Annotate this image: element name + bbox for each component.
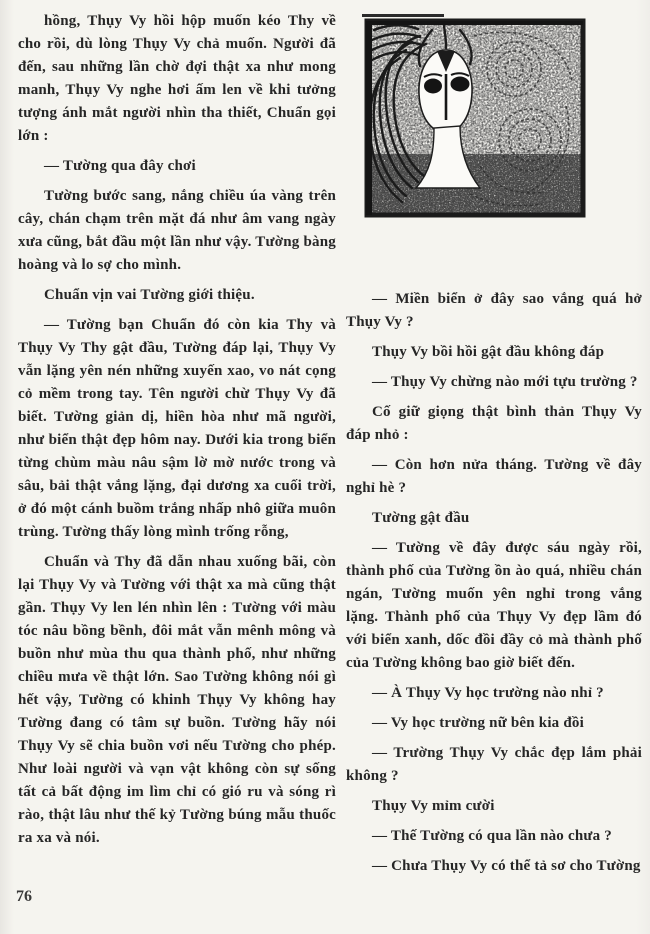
paragraph: Cố giữ giọng thật bình thản Thụy Vy đáp nhỏ : — [346, 404, 642, 443]
dialogue-paragraph: — Tường về đây được sáu ngày rồi, thành phố của Tường ồn ào quá, nhiều chán ngán, Tường muốn yên nghỉ trong vắng lặng. Thành phố của Thụy Vy đẹp lầm đó với biển xanh, dốc đồi đầy cỏ mà thành phố của Tường không bao giờ biết đến. — [346, 540, 642, 671]
left-eye — [424, 79, 442, 94]
paragraph: Tường gật đầu — [372, 510, 470, 526]
dialogue-line: — Vy học trường nữ bên kia đồi — [372, 715, 584, 731]
right-eye — [451, 77, 470, 92]
dialogue-line: — Chưa Thụy Vy có thể tả sơ cho Tường — [372, 858, 641, 874]
dialogue-paragraph: — Tường bạn Chuẩn đó còn kia Thy và Thụy Vy Thy gật đầu, Tường đáp lại, Thụy Vy vẫn lặng yên nén những xuyến xao, vo nát cọng cỏ mềm trong tay. Tên người chừ Thụy Vy đã biết. Tường giản dị, hiền hòa như mã người, như biển thật đẹp hôm nay. Dưới kia trong biển từng chùm màu nâu sậm lờ mờ nước trong và sâu, bải thật vắng lặng, đại dương xa cuối trời, ở đó một cánh buồm trắng nhấp nhô giữa muôn trùng. Tường thấy lòng mình trống rỗng, — [18, 317, 336, 540]
dialogue-line: — Thụy Vy chừng nào mới tựu trường ? — [372, 374, 638, 390]
scan-artifact-bar — [362, 14, 444, 17]
paragraph: Thụy Vy bồi hồi gật đầu không đáp — [372, 344, 605, 360]
paragraph: Tường bước sang, nắng chiều úa vàng trên cây, chán chạm trên mặt đá như âm vang ngày xưa cũng, bắt đầu một lần như vậy. Tường bàng hoàng và lo sợ cho mình. — [18, 188, 336, 273]
paragraph: hồng, Thụy Vy hồi hộp muốn kéo Thy về cho rồi, dù lòng Thụy Vy chả muốn. Người đã đến, sau những lần chờ đợi thật xa như mong manh, Thụy Vy nghe hơi ấm len về khi tưởng tượng ánh mắt người nhìn tha thiết, Chuẩn gọi lớn : — [18, 13, 336, 144]
dialogue-line: — Tường qua đây chơi — [44, 158, 196, 174]
paragraph: Chuẩn và Thy đã dẫn nhau xuống bãi, còn lại Thụy Vy và Tường với thật xa mà cũng thật gần. Thụy Vy len lén nhìn lên : Tường với màu tóc nâu bồng bềnh, đôi mắt vẫn mênh mông và buồn như mùa thu qua thành phố, như những chiều mưa về thật lớn. Sao Tường không nói gì hết vậy, Tường có khinh Thụy Vy không hay Tường đang có tâm sự buồn. Tường hãy nói Thụy Vy sẽ chia buồn vơi nếu Tường cho phép. Như loài người và vạn vật không còn sự sống tất cả bất động im lìm chỉ có gió ru và sóng rì rào, thật lâu như thế kỷ Tường búng mẫu thuốc ra xa và nói. — [18, 554, 336, 846]
paragraph: Thụy Vy mỉm cười — [372, 798, 495, 814]
dialogue-line: — Trường Thụy Vy chắc đẹp lắm phải không ? — [346, 745, 642, 784]
left-column — [18, 10, 336, 857]
right-column — [346, 288, 642, 885]
dialogue-line: — Miền biển ở đây sao vắng quá hở Thụy Vy ? — [346, 291, 642, 330]
dialogue-line: — À Thụy Vy học trường nào nhỉ ? — [372, 685, 604, 701]
woodcut-illustration — [362, 14, 588, 222]
paragraph: Chuẩn vịn vai Tường giới thiệu. — [44, 287, 255, 303]
dialogue-line: — Còn hơn nửa tháng. Tường về đây nghỉ hè ? — [346, 457, 642, 496]
dialogue-line: — Thế Tường có qua lần nào chưa ? — [372, 828, 612, 844]
page-number: 76 — [16, 888, 32, 905]
